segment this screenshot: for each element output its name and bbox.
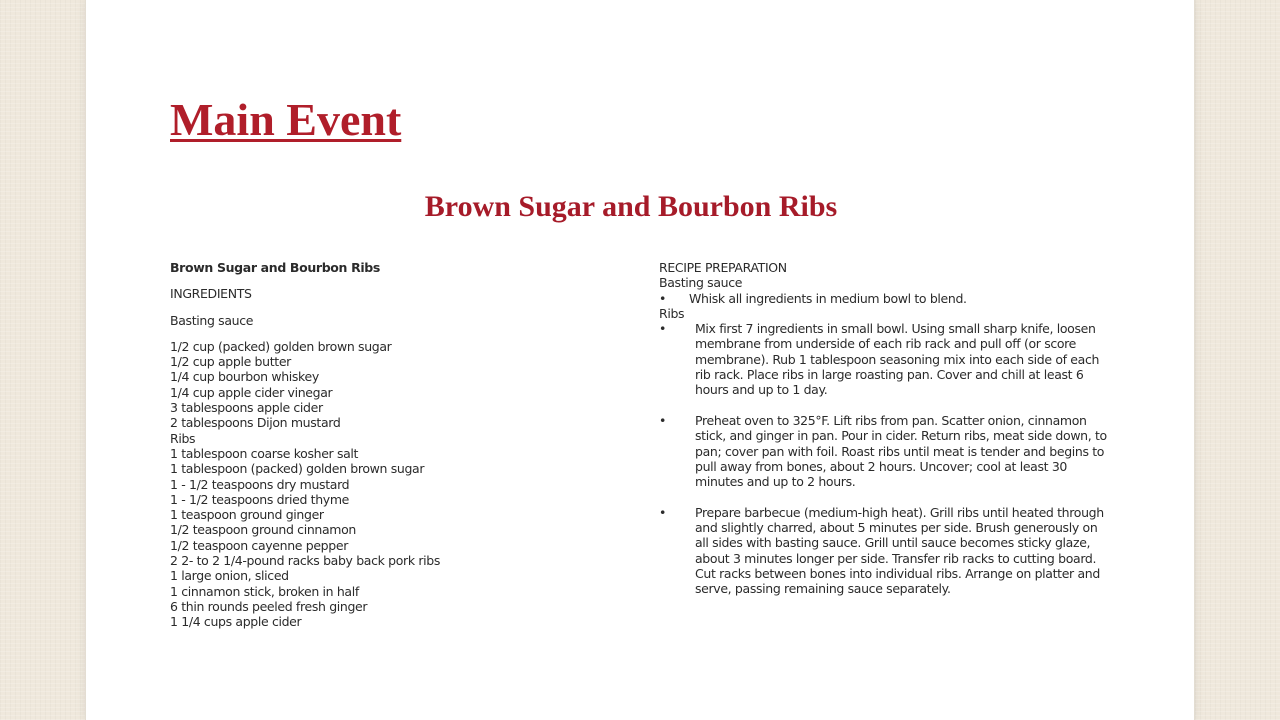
ingredient-item: 2 tablespoons Dijon mustard (170, 415, 341, 431)
ingredient-item: 1/4 cup bourbon whiskey (170, 369, 319, 385)
step-line: hours and up to 1 day. (695, 382, 828, 398)
basting-sauce-label: Basting sauce (170, 312, 254, 328)
step-line: stick, and ginger in pan. Pour in cider. Return ribs, meat side down, to (695, 428, 1107, 444)
main-heading: Main Event (170, 94, 402, 145)
bullet-icon: • (659, 412, 667, 428)
step-line: Preheat oven to 325°F. Lift ribs from pan. Scatter onion, cinnamon (695, 412, 1087, 428)
step-line: Cut racks between bones into individual ribs. Arrange on platter and (695, 565, 1100, 581)
step-line: membrane from underside of each rib rack and pull off (or score (695, 336, 1077, 352)
ingredient-item: 1 1/4 cups apple cider (170, 614, 302, 630)
preparation-step (659, 321, 1119, 397)
preparation-heading: RECIPE PREPARATION (659, 260, 787, 275)
ingredient-item: 1/2 cup (packed) golden brown sugar (170, 338, 392, 354)
ingredient-item: 1 teaspoon ground ginger (170, 507, 324, 523)
step-line: about 3 minutes longer per side. Transfer rib racks to cutting board. (695, 550, 1097, 566)
ingredient-item: 1 cinnamon stick, broken in half (170, 583, 359, 599)
preparation-basting-label: Basting sauce (659, 275, 743, 291)
ingredient-item: 1/2 teaspoon cayenne pepper (170, 537, 348, 553)
ingredient-item: 2 2- to 2 1/4-pound racks baby back pork ribs (170, 553, 440, 569)
ingredient-item: 1 - 1/2 teaspoons dry mustard (170, 476, 350, 492)
step-line: serve, passing remaining sauce separately. (695, 581, 951, 597)
step-line: Whisk all ingredients in medium bowl to blend. (689, 290, 967, 306)
step-line: Prepare barbecue (medium-high heat). Grill ribs until heated through (695, 504, 1104, 520)
ingredient-item: 3 tablespoons apple cider (170, 400, 323, 416)
ingredient-item: 1/2 teaspoon ground cinnamon (170, 522, 356, 538)
bullet-icon: • (659, 504, 667, 520)
ingredients-heading: INGREDIENTS (170, 286, 252, 302)
step-line: and slightly charred, about 5 minutes per side. Brush generously on (695, 520, 1098, 536)
ingredient-item: 1/2 cup apple butter (170, 354, 291, 370)
step-line: minutes and up to 2 hours. (695, 474, 856, 490)
ingredient-item: 1 - 1/2 teaspoons dried thyme (170, 491, 349, 507)
ingredient-item: 1 tablespoon (packed) golden brown sugar (170, 461, 425, 477)
preparation-ribs-label: Ribs (659, 305, 685, 321)
preparation-step (659, 291, 1119, 306)
ribs-label: Ribs (170, 430, 196, 446)
basting-ingredients-list (170, 339, 610, 431)
step-line: membrane). Rub 1 tablespoon seasoning mix into each side of each (695, 351, 1100, 367)
preparation-step (659, 505, 1119, 597)
ingredient-item: 1 tablespoon coarse kosher salt (170, 445, 359, 461)
ribs-ingredients-list (170, 446, 610, 630)
step-line: Mix first 7 ingredients in small bowl. Using small sharp knife, loosen (695, 321, 1096, 337)
step-line: rib rack. Place ribs in large roasting pan. Cover and chill at least 6 (695, 367, 1084, 383)
ingredients-column-title: Brown Sugar and Bourbon Ribs (170, 260, 380, 275)
recipe-title: Brown Sugar and Bourbon Ribs (424, 190, 838, 223)
ingredient-item: 1/4 cup apple cider vinegar (170, 384, 333, 400)
step-line: pan; cover pan with foil. Roast ribs until meat is tender and begins to (695, 443, 1105, 459)
bullet-icon: • (659, 321, 667, 337)
bullet-icon: • (659, 290, 667, 306)
ingredients-column (170, 260, 610, 630)
preparation-step (659, 413, 1119, 489)
ingredient-item: 6 thin rounds peeled fresh ginger (170, 598, 368, 614)
step-line: pull away from bones, about 2 hours. Uncover; cool at least 30 (695, 458, 1068, 474)
step-line: all sides with basting sauce. Grill until sauce becomes sticky glaze, (695, 535, 1091, 551)
ingredient-item: 1 large onion, sliced (170, 568, 289, 584)
preparation-column (659, 260, 1119, 597)
